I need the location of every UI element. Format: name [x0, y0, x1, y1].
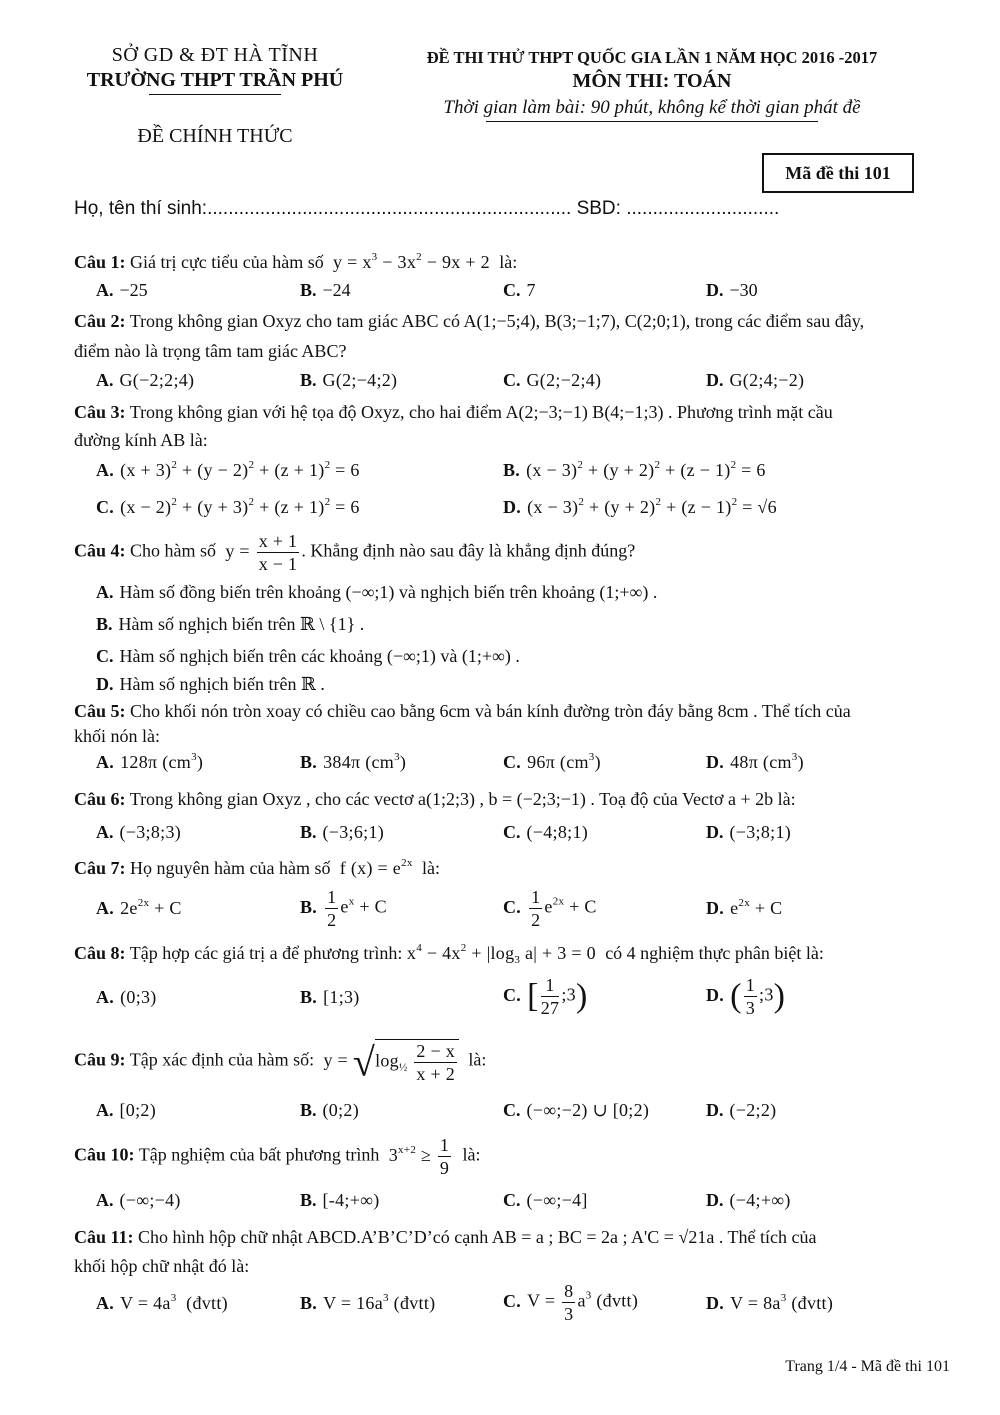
q9-option-c[interactable]: C. (−∞;−2) ∪ [0;2)	[503, 1100, 650, 1120]
q1-option-c[interactable]: C. 7	[503, 280, 536, 300]
question-5-line-2: khối nón là:	[74, 726, 160, 746]
exam-code-box: Mã đề thi 101	[762, 153, 914, 193]
q11-option-d[interactable]: D. $V = 8a^3$ (đvtt)	[706, 1292, 834, 1313]
school-underline	[149, 94, 281, 95]
question-7: Câu 7: Họ nguyên hàm của hàm số f $(x) = e^{2x}$ là:	[74, 857, 441, 878]
q9-option-a[interactable]: A. [0;2)	[96, 1100, 156, 1120]
q1-option-d[interactable]: D. −30	[706, 280, 758, 300]
math-expression: $3^{x+2}$ ≥ $\frac{1}{9}$	[383, 1135, 450, 1178]
exam-title: ĐỀ THI THỬ THPT QUỐC GIA LẦN 1 NĂM HỌC 2016 -2017	[426, 48, 878, 67]
q1-option-b[interactable]: B. −24	[300, 280, 351, 300]
q10-option-c[interactable]: C. (−∞;−4]	[503, 1190, 588, 1210]
math-expression: $x^4 - 4x^2 + |\log_3$ a| + 3 = 0	[406, 942, 601, 966]
q3-option-a[interactable]: A. $(x + 3)^2 + (y - 2)^2 + (z + 1)^2 = 6$	[96, 459, 360, 480]
q10-option-d[interactable]: D. (−4;+∞)	[706, 1190, 791, 1210]
school-name: TRƯỜNG THPT TRẦN PHÚ	[86, 69, 344, 91]
q10-option-b[interactable]: B. [-4;+∞)	[300, 1190, 380, 1210]
q9-option-d[interactable]: D. (−2;2)	[706, 1100, 777, 1120]
q2-option-b[interactable]: B. G(2;−4;2)	[300, 370, 398, 390]
q4-option-d[interactable]: D. Hàm số nghịch biến trên ℝ .	[96, 674, 325, 694]
time-note: Thời gian làm bài: 90 phút, không kể thời gian phát đề	[443, 97, 861, 118]
q8-option-c[interactable]: C. [ $\frac{1}{27}$ ;3)	[503, 975, 588, 1018]
q11-option-c[interactable]: C. V = $\frac{8}{3}$ $a^3$ (đvtt)	[503, 1281, 639, 1324]
question-2-line-2: điểm nào là trọng tâm tam giác ABC?	[74, 341, 347, 361]
page-footer: Trang 1/4 - Mã đề thi 101	[785, 1358, 950, 1375]
math-expression: $y = x^3 - 3x^2 - 9x + 2$	[328, 251, 495, 272]
question-5: Câu 5: Cho khối nón tròn xoay có chiều cao bằng 6cm và bán kính đường tròn đáy bằng 8cm . Thể tích của	[74, 701, 851, 721]
question-6: Câu 6: Trong không gian Oxyz , cho các vectơ a(1;2;3) , b = (−2;3;−1) . Toạ độ của Vectơ a + 2b là:	[74, 789, 796, 809]
q3-option-d[interactable]: D. $(x - 3)^2 + (y + 2)^2 + (z - 1)^2 = √6$	[503, 496, 777, 517]
question-8: Câu 8: Tập hợp các giá trị a để phương trình: $x^4 - 4x^2 + |\log_3$ a| + 3 = 0 có 4 nghiệm thực phân biệt là:	[74, 942, 824, 966]
question-9: Câu 9: Tập xác định của hàm số: $y = √\log_{\frac{1}{2}}$ $\frac{2 - x}{x + 2}$ là:	[74, 1039, 487, 1084]
q5-option-d[interactable]: D. 48π $(cm^3)$	[706, 751, 804, 772]
q5-option-c[interactable]: C. 96π $(cm^3)$	[503, 751, 601, 772]
student-info-line: Họ, tên thí sinh:..................................................................... SBD: .............................	[74, 198, 780, 219]
question-11: Câu 11: Cho hình hộp chữ nhật ABCD.A’B’C’D’có cạnh AB = a ; BC = 2a ; A'C = √21a . Thể tích của	[74, 1227, 817, 1247]
q10-option-a[interactable]: A. (−∞;−4)	[96, 1190, 181, 1210]
q2-option-a[interactable]: A. G(−2;2;4)	[96, 370, 195, 390]
question-4: Câu 4: Cho hàm số y = $\frac{x + 1}{x - 1}$ . Khẳng định nào sau đây là khẳng định đúng?	[74, 531, 636, 574]
q1-option-a[interactable]: A. −25	[96, 280, 148, 300]
math-expression: $y = √\log_{\frac{1}{2}}$ $\frac{2 - x}{x + 2}$	[319, 1050, 464, 1070]
q7-option-a[interactable]: A. $2e^{2x} + C$	[96, 897, 182, 918]
q7-option-b[interactable]: B. $\frac{1}{2}$ $e^x + C$	[300, 887, 387, 930]
q2-option-d[interactable]: D. G(2;4;−2)	[706, 370, 805, 390]
question-3: Câu 3: Trong không gian với hệ tọa độ Oxyz, cho hai điểm A(2;−3;−1) B(4;−1;3) . Phương trình mặt cầu	[74, 402, 833, 422]
header-right	[372, 48, 932, 122]
header-left	[60, 44, 370, 148]
q8-option-b[interactable]: B. [1;3)	[300, 987, 360, 1007]
q4-option-a[interactable]: A. Hàm số đồng biến trên khoảng (−∞;1) và nghịch biến trên khoảng (1;+∞) .	[96, 582, 658, 602]
question-label: Câu 1:	[74, 252, 126, 272]
question-10: Câu 10: Tập nghiệm của bất phương trình $3^{x+2}$ ≥ $\frac{1}{9}$ là:	[74, 1135, 481, 1178]
q8-option-d[interactable]: D. ( $\frac{1}{3}$ ;3)	[706, 975, 786, 1018]
q11-option-a[interactable]: A. $V = 4a^3$ (đvtt)	[96, 1292, 228, 1313]
q8-option-a[interactable]: A. (0;3)	[96, 987, 157, 1007]
q5-option-b[interactable]: B. 384π $(cm^3)$	[300, 751, 407, 772]
q7-option-c[interactable]: C. $\frac{1}{2}$ $e^{2x} + C$	[503, 887, 597, 930]
question-3-line-2: đường kính AB là:	[74, 430, 208, 450]
official-label: ĐỀ CHÍNH THỨC	[137, 125, 293, 147]
question-text: Giá trị cực tiểu của hàm số	[130, 252, 324, 272]
department-name: SỞ GD & ĐT HÀ TĨNH	[111, 44, 319, 66]
question-2: Câu 2: Trong không gian Oxyz cho tam giác ABC có A(1;−5;4), B(3;−1;7), C(2;0;1), trong các điểm sau đây,	[74, 311, 865, 331]
subject: MÔN THI: TOÁN	[572, 70, 732, 92]
math-expression: f $(x) = e^{2x}$	[334, 857, 413, 878]
q6-option-a[interactable]: A. (−3;8;3)	[96, 822, 182, 842]
q6-option-c[interactable]: C. (−4;8;1)	[503, 822, 589, 842]
question-1	[74, 252, 517, 273]
q11-option-b[interactable]: B. $V = 16a^3$ (đvtt)	[300, 1292, 436, 1313]
q9-option-b[interactable]: B. (0;2)	[300, 1100, 360, 1120]
q3-option-b[interactable]: B. $(x - 3)^2 + (y + 2)^2 + (z - 1)^2 = 6$	[503, 459, 766, 480]
math-expression: y = $\frac{x + 1}{x - 1}$	[220, 531, 298, 574]
q4-option-c[interactable]: C. Hàm số nghịch biến trên các khoảng (−∞;1) và (1;+∞) .	[96, 646, 520, 666]
q6-option-d[interactable]: D. (−3;8;1)	[706, 822, 792, 842]
question-11-line-2: khối hộp chữ nhật đó là:	[74, 1256, 250, 1276]
time-underline	[486, 121, 818, 122]
question-tail: là:	[499, 252, 518, 272]
q7-option-d[interactable]: D. $e^{2x} + C$	[706, 897, 783, 918]
q3-option-c[interactable]: C. $(x - 2)^2 + (y + 3)^2 + (z + 1)^2 = 6$	[96, 496, 360, 517]
q2-option-c[interactable]: C. G(2;−2;4)	[503, 370, 602, 390]
q6-option-b[interactable]: B. (−3;6;1)	[300, 822, 385, 842]
q5-option-a[interactable]: A. 128π $(cm^3)$	[96, 751, 204, 772]
q4-option-b[interactable]: B. Hàm số nghịch biến trên ℝ \ {1} .	[96, 614, 365, 634]
